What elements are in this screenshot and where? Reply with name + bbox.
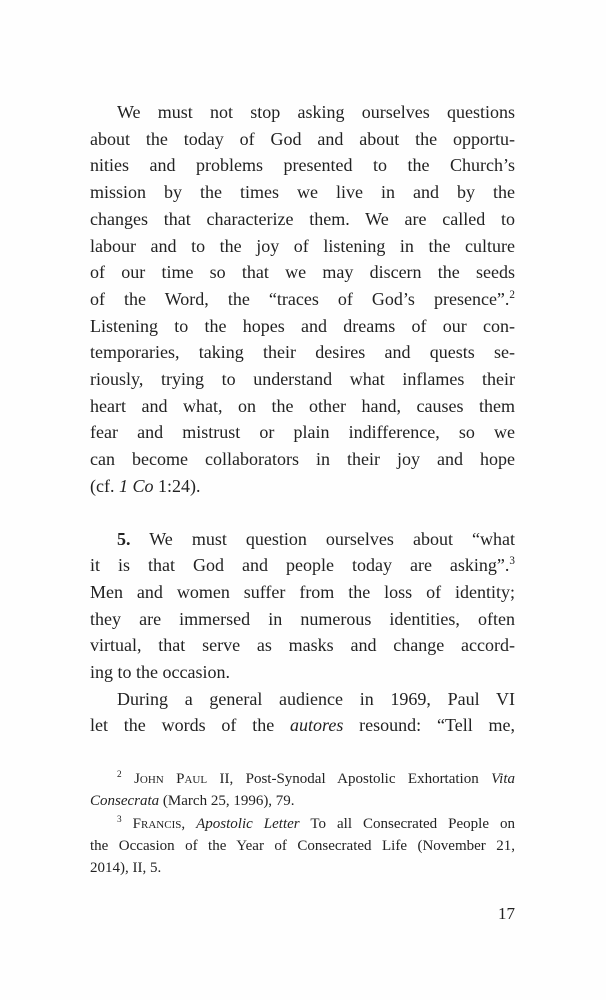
text-line xyxy=(90,286,515,313)
text-segment: (March 25, 1996), 79. xyxy=(159,793,295,810)
text-segment: autores xyxy=(290,715,344,736)
text-segment: labour and to the joy of listening in the culture xyxy=(90,235,515,256)
text-line xyxy=(90,712,515,739)
text-segment: let the words of the xyxy=(90,715,291,736)
text-segment: virtual, that serve as masks and change accord- xyxy=(90,635,515,656)
text-line xyxy=(90,552,515,579)
text-line xyxy=(90,813,515,835)
footnote-2 xyxy=(90,768,515,813)
text-line xyxy=(90,526,515,553)
text-line xyxy=(90,659,515,686)
text-segment: can become collaborators in their joy and hope xyxy=(90,449,515,470)
text-segment: fear and mistrust or plain indifference, so we xyxy=(90,422,515,443)
footnote-3 xyxy=(90,813,515,880)
text-segment xyxy=(122,816,133,832)
text-segment: Men and women suffer from the loss of identity; xyxy=(90,581,515,602)
text-line xyxy=(90,339,515,366)
text-segment: about the today of God and about the opportu- xyxy=(90,128,515,149)
footnote-marker: 2 xyxy=(509,288,515,301)
body-text xyxy=(90,99,515,739)
text-segment: temporaries, taking their desires and quests se- xyxy=(90,342,515,363)
footnote-marker: 2 xyxy=(117,770,122,780)
text-line xyxy=(90,686,515,713)
paragraph-5 xyxy=(90,526,515,686)
text-line xyxy=(90,606,515,633)
text-segment: mission by the times we live in and by the xyxy=(90,182,515,203)
text-line xyxy=(90,446,515,473)
footnote-marker: 3 xyxy=(117,814,122,825)
text-segment: John Paul xyxy=(134,771,208,787)
text-line xyxy=(90,99,515,126)
text-segment: 5. xyxy=(117,528,131,549)
text-segment: of our time so that we may discern the seeds xyxy=(90,262,515,283)
footnotes-section xyxy=(90,768,515,879)
text-segment: , xyxy=(181,815,197,832)
text-segment: riously, trying to understand what inflames their xyxy=(90,369,515,390)
text-segment: Francis xyxy=(132,815,182,832)
text-segment: 1:24). xyxy=(153,475,201,496)
text-segment: changes that characterize them. We are called to xyxy=(90,208,515,229)
text-segment: (cf. xyxy=(90,475,119,496)
text-segment: 2014), II, 5. xyxy=(90,860,162,877)
text-line xyxy=(90,126,515,153)
text-segment: Vita xyxy=(491,771,516,787)
text-segment: resound: “Tell me, xyxy=(343,715,516,736)
text-line xyxy=(90,179,515,206)
text-segment: heart and what, on the other hand, causes them xyxy=(90,395,515,416)
text-line xyxy=(90,233,515,260)
text-segment: Consecrata xyxy=(90,793,160,810)
text-segment: 1 Co xyxy=(118,475,154,496)
text-segment: the Occasion of the Year of Consecrated Life (November 21, xyxy=(90,837,515,854)
text-line xyxy=(90,419,515,446)
page-number: 17 xyxy=(498,904,515,923)
text-line xyxy=(90,259,515,286)
text-line xyxy=(90,857,515,879)
footnote-marker: 3 xyxy=(509,555,515,568)
text-segment: of the Word, the “traces of God’s presence”. xyxy=(90,288,510,309)
text-segment: it is that God and people today are asking”. xyxy=(90,555,510,576)
paragraph-paul-vi xyxy=(90,686,515,739)
text-segment: Apostolic Letter xyxy=(196,815,300,832)
text-line xyxy=(90,835,515,857)
text-line xyxy=(90,632,515,659)
text-line xyxy=(90,393,515,420)
text-segment: they are immersed in numerous identities, often xyxy=(90,608,515,629)
paragraph-4-continuation xyxy=(90,99,515,500)
text-line xyxy=(90,313,515,340)
text-line xyxy=(90,473,515,500)
text-segment: Listening to the hopes and dreams of our con- xyxy=(90,315,515,336)
text-segment: We must question ourselves about “what xyxy=(130,528,515,549)
text-segment: During a general audience in 1969, Paul VI xyxy=(117,688,515,709)
text-line xyxy=(90,768,515,790)
text-segment: ing to the occasion. xyxy=(90,662,230,683)
text-line xyxy=(90,366,515,393)
text-line xyxy=(90,579,515,606)
text-segment xyxy=(122,771,134,787)
text-segment: To all Consecrated People on xyxy=(299,815,515,832)
text-segment: II, Post-Synodal Apostolic Exhortation xyxy=(207,771,492,787)
text-line xyxy=(90,152,515,179)
text-segment: We must not stop asking ourselves questions xyxy=(117,102,515,122)
text-line xyxy=(90,790,515,812)
text-segment: nities and problems presented to the Church’s xyxy=(90,155,515,176)
text-line xyxy=(90,206,515,233)
